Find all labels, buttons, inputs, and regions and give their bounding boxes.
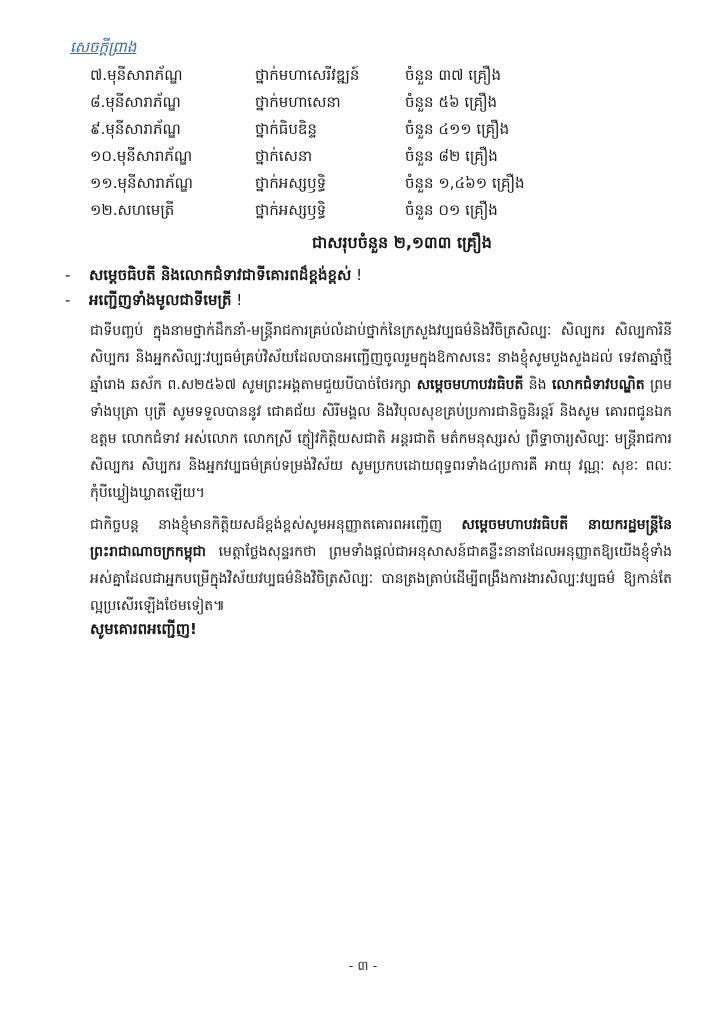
award-count: ចំនួន ៤១១ គ្រឿង [405,120,510,138]
award-grade: ថ្នាក់មហាសេរីវឌ្ឍន៍ [255,66,360,84]
paragraph-text: ព្រមទាំងបុត្រា បុត្រី សូមទទួលបាននូវ ជោគជ័យ សិរីមង្គល និងវិបុលសុខគ្រប់ប្រការជានិច្ចនិរន្តរ៍ និងសូម គោរពជូនឯក ឧត្តម លោកជំទាវ អស់លោក លោកស្រី ភ្ញៀវកិត្តិយសជាតិ អន្តរជាតិ មត៌កមនុស្សរស់ ព្រឹទ្ធាចារ្យសិល្បៈ មន្ត្រីរាជការ សិល្បករ សិប្បករ និងអ្នកវប្បធម៌គ្រប់ទម្រង់វិស័យ សូមប្រកបដោយពុទ្ធពរទាំង៤ប្រការគឺ អាយុ វណ្ណៈ សុខៈ ពលៈ កុំបីឃ្លៀងឃ្លាតឡើយ។ [90,377,672,501]
award-grade: ថ្នាក់សេនា [255,147,313,165]
award-grade: ថ្នាក់អស្សឫទ្ធិ [255,201,327,219]
paragraph-text: មេត្តាថ្លែងសុន្ទរកថា ព្រមទាំងផ្តល់ជាអនុសាសន៍ជាគន្លឹះនានាដែលអនុញ្ញាតឱ្យយើងខ្ញុំទាំងអស់គ្នាដែលជាអ្នកបម្រើក្នុងវិស័យវប្បធម៌និងវិចិត្រសិល្បៈ បានត្រងត្រាប់ដើម្បីពង្រឹងការងារសិល្បៈវប្បធម៌ ឱ្យកាន់តែល្អប្រសើរឡើងថែមទៀត៕ [90,544,672,614]
bold-title: សម្តេចមហាបវរធិបតី [416,377,524,393]
award-count: ចំនួន ៥៦ គ្រឿង [405,93,498,111]
award-grade: ថ្នាក់មហាសេនា [255,93,341,111]
award-name: ៨.មុនីសារាភ័ណ្ឌ [90,93,181,111]
award-count: ចំនួន ៨២ គ្រឿង [405,147,498,165]
award-name: ៩.មុនីសារាភ័ណ្ឌ [90,120,181,138]
award-name: ១១.មុនីសារាភ័ណ្ឌ [90,174,193,192]
paragraph-text: ជាទីបញ្ចប់ ក្នុងនាមថ្នាក់ដឹកនាំ-មន្ត្រីរាជការគ្រប់លំដាប់ថ្នាក់នៃក្រសួងវប្បធម៌និងវិចិត្រសិល្បៈ សិល្បករ សិល្បការិនី សិប្បករ និងអ្នកសិល្បៈវប្បធម៌គ្រប់វិស័យដែលបានអញ្ជើញចូលរួមក្នុងឱកាសនេះ នាងខ្ញុំសូមបួងសួងដល់ ទេវតាឆ្នាំថ្មី ឆ្នាំរោង ឆស័ក ព.ស២៥៦៧ សូមព្រះអង្គតាមជួយបីបាច់ថែរក្សា [90,323,672,393]
address-tail: ! [231,291,243,309]
award-name: ១២.សហមេត្រី [90,201,175,219]
award-grade: ថ្នាក់អស្សឫទ្ធិ [255,174,327,192]
bullet-dash: - [65,266,71,284]
address-tail: ! [351,266,363,284]
total-count: ជាសរុបចំនួន ២,១៣៣ គ្រឿង [312,233,492,252]
draft-heading: សេចក្តីព្រាង [70,38,137,56]
closing-wishes-paragraph [90,318,672,507]
award-grade: ថ្នាក់ធិបឌិន្ទ [255,120,317,138]
page-number: - ៣ - [348,959,378,974]
award-count: ចំនួន ១,៤៦១ គ្រឿង [405,174,525,192]
award-name: ១០.មុនីសារាភ័ណ្ឌ [90,147,193,165]
paragraph-text: ជាកិច្ចបន្ត នាងខ្ញុំមានកិត្តិយសដ៏ខ្ពង់ខ្ពស់សូមអនុញ្ញាតគោរពអញ្ជើញ [90,517,462,533]
award-name: ៧.មុនីសារាភ័ណ្ឌ [90,66,183,84]
paragraph-text: និង [523,377,552,393]
invitation-paragraph [90,512,672,620]
award-count: ចំនួន ០១ គ្រឿង [405,201,498,219]
address-text: សម្តេចធិបតី និងលោកជំទាវជាទីគោរពដ៏ខ្ពង់ខ្ពស់ [89,266,352,284]
closing-invitation: សូមគោរពអញ្ជើញ! [90,620,197,638]
bold-title: សម្តេចមហាបវរធិបតី នាយករដ្ឋមន្ត្រីនៃព្រះរាជាណាចក្រកម្ពុជា [90,517,672,560]
bold-title: លោកជំទាវបណ្ឌិត [551,377,645,393]
award-count: ចំនួន ៣៧ គ្រឿង [405,66,501,84]
bullet-dash: - [65,291,71,309]
address-text: អញ្ជើញទាំងមូលជាទីមេត្រី [89,291,232,309]
